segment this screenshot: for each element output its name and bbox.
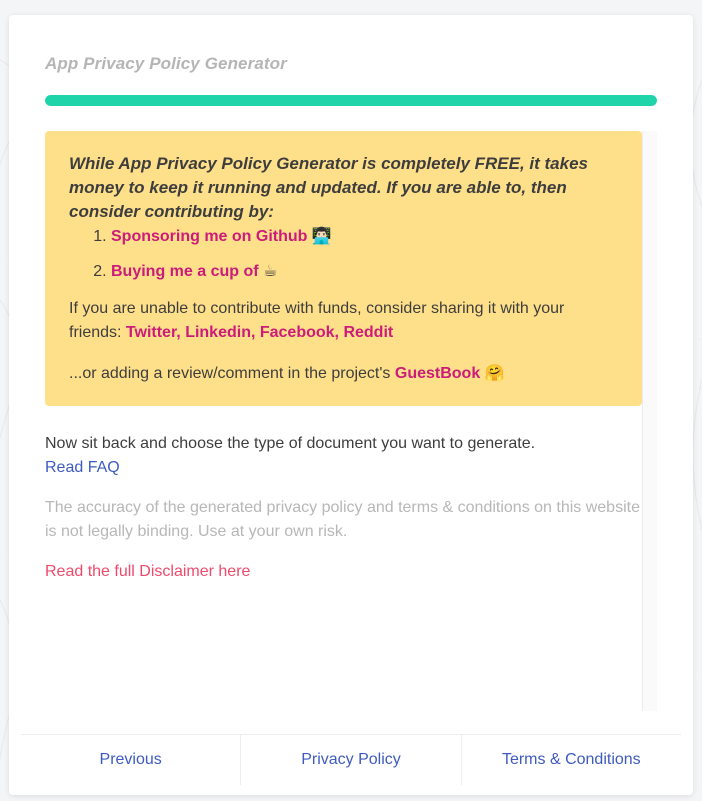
hugging-face-icon: 🤗	[484, 363, 505, 382]
github-sponsor-link[interactable]: Sponsoring me on Github	[111, 228, 308, 245]
scrollbar[interactable]	[642, 131, 657, 711]
wizard-footer-nav	[21, 734, 681, 785]
full-disclaimer-link[interactable]: Read the full Disclaimer here	[45, 563, 251, 580]
technologist-emoji-icon: 👨🏻‍💻	[311, 226, 332, 245]
list-item	[111, 259, 618, 284]
reddit-share-link[interactable]: Reddit	[343, 324, 394, 341]
list-item	[111, 224, 618, 249]
review-text: ...or adding a review/comment in the project's	[69, 365, 395, 382]
donation-lead-text: While App Privacy Policy Generator is completely FREE, it takes money to keep it running and updated. If you are able to, then consider contributing by:	[69, 154, 588, 221]
intro-paragraph	[45, 432, 642, 480]
privacy-policy-button[interactable]: Privacy Policy	[240, 735, 460, 785]
buy-coffee-link[interactable]: Buying me a cup of	[111, 263, 259, 280]
review-paragraph	[69, 361, 618, 386]
disclaimer-text: The accuracy of the generated privacy policy and terms & conditions on this website is not legally binding. Use at your own risk.	[45, 499, 640, 540]
linkedin-share-link[interactable]: Linkedin	[185, 324, 251, 341]
donation-options-list	[69, 224, 618, 284]
share-text: If you are unable to contribute with funds, consider sharing it with your friends:	[69, 300, 565, 341]
wizard-card	[9, 15, 693, 795]
twitter-share-link[interactable]: Twitter	[125, 324, 177, 341]
donation-notice	[45, 131, 642, 406]
content-scroll-area[interactable]	[45, 131, 657, 711]
progress-bar	[45, 95, 657, 106]
previous-button[interactable]: Previous	[99, 751, 162, 768]
coffee-icon: ☕	[263, 261, 278, 280]
intro-text: Now sit back and choose the type of document you want to generate.	[45, 435, 536, 452]
app-title: App Privacy Policy Generator	[45, 54, 287, 73]
progress-bar-fill	[45, 95, 657, 106]
content-panel	[45, 131, 642, 711]
read-faq-link[interactable]: Read FAQ	[45, 459, 120, 476]
terms-conditions-button[interactable]: Terms & Conditions	[461, 735, 681, 785]
facebook-share-link[interactable]: Facebook	[259, 324, 335, 341]
guestbook-link[interactable]: GuestBook	[394, 365, 481, 382]
share-paragraph: If you are unable to contribute with funds, consider sharing it with your friends: Twitter, Linkedin, Facebook, Reddit	[69, 300, 565, 341]
